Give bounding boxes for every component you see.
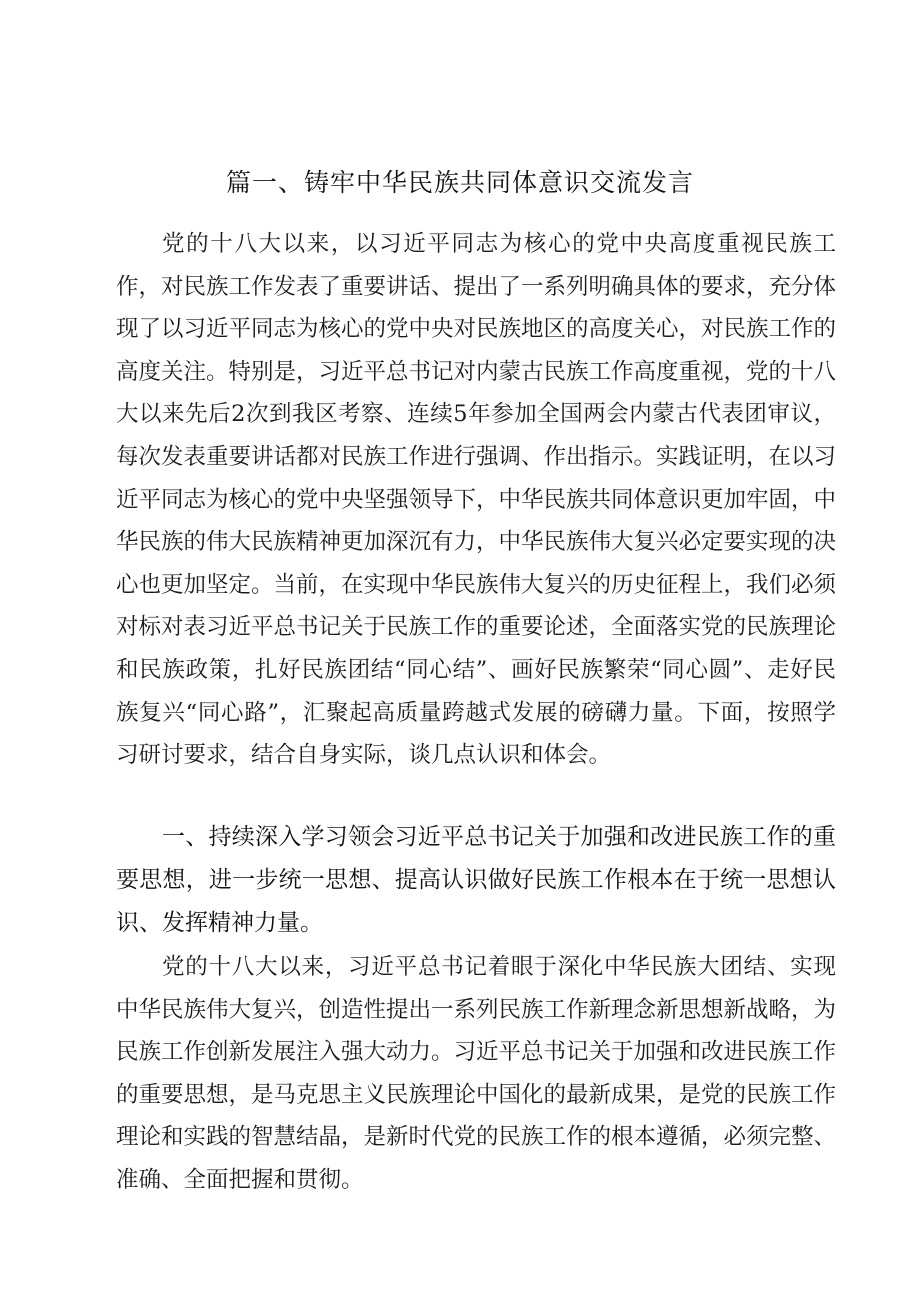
- section-heading-1: 一、持续深入学习领会习近平总书记关于加强和改进民族工作的重要思想，进一步统一思想、提高认识做好民族工作根本在于统一思想认识、发挥精神力量。: [116, 824, 836, 936]
- paragraph-section-1: 党的十八大以来，习近平总书记着眼于深化中华民族大团结、实现中华民族伟大复兴，创造性提出一系列民族工作新理念新思想新战略，为民族工作创新发展注入强大动力。习近平总书记关于加强和改进民族工作的重要思想，是马克思主义民族理论中国化的最新成果，是党的民族工作理论和实践的智慧结晶，是新时代党的民族工作的根本遵循，必须完整、准确、全面把握和贯彻。: [116, 954, 837, 1193]
- paragraph-intro: 党的十八大以来，以习近平同志为核心的党中央高度重视民族工作，对民族工作发表了重要讲话、提出了一系列明确具体的要求，充分体现了以习近平同志为核心的党中央对民族地区的高度关心，对民族工作的高度关注。特别是，习近平总书记对内蒙古民族工作高度重视，党的十八大以来先后2次到我区考察、连续5年参加全国两会内蒙古代表团审议，每次发表重要讲话都对民族工作进行强调、作出指示。实践证明，在以习近平同志为核心的党中央坚强领导下，中华民族共同体意识更加牢固，中华民族的伟大民族精神更加深沉有力，中华民族伟大复兴必定要实现的决心也更加坚定。当前，在实现中华民族伟大复兴的历史征程上，我们必须对标对表习近平总书记关于民族工作的重要论述，全面落实党的民族理论和民族政策，扎好民族团结“同心结”、画好民族繁荣“同心圆”、走好民族复兴“同心路”，汇聚起高质量跨越式发展的磅礴力量。下面，按照学习研讨要求，结合自身实际，谈几点认识和体会。: [116, 231, 837, 769]
- document-title: 篇一、铸牢中华民族共同体意识交流发言: [225, 168, 694, 197]
